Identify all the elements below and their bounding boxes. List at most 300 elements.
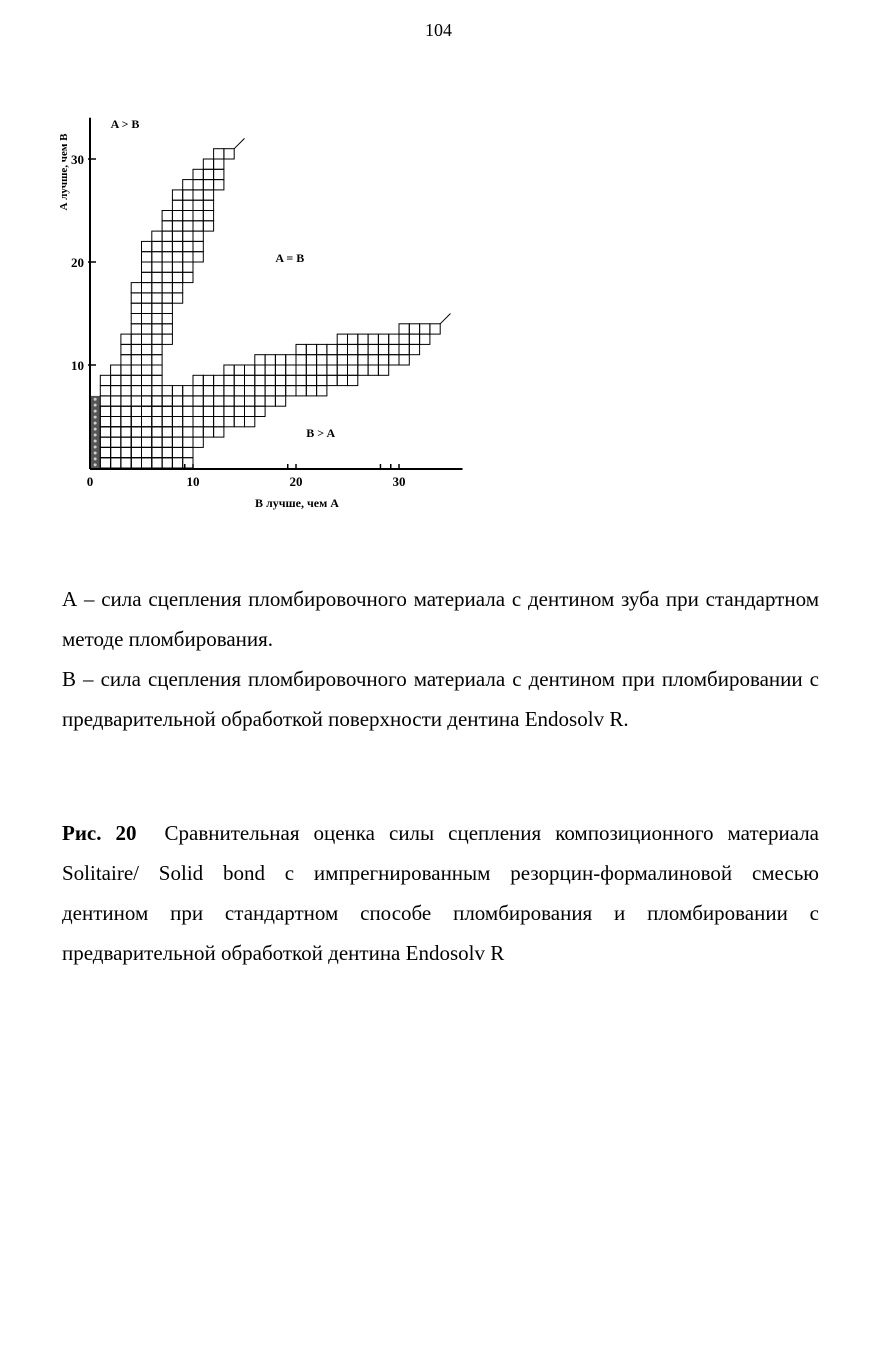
upper-band-cell [100, 417, 110, 427]
upper-band-cell [152, 293, 162, 303]
upper-band-cell [111, 365, 121, 375]
lower-band-cell [389, 334, 399, 344]
sign-test-chart [40, 100, 480, 520]
lower-band-cell [131, 417, 141, 427]
upper-band-cell [131, 447, 141, 457]
upper-band-cell [131, 417, 141, 427]
page-number: 104 [425, 20, 452, 40]
lower-band-cell [203, 427, 213, 437]
upper-band-cell [162, 262, 172, 272]
shaded-dot [94, 410, 97, 413]
upper-band-cell [193, 221, 203, 231]
upper-band-cell [131, 406, 141, 416]
shaded-dot [94, 451, 97, 454]
lower-band-cell [183, 406, 193, 416]
upper-band-cell [224, 149, 234, 159]
upper-band-cell [162, 324, 172, 334]
upper-band-cell [100, 375, 110, 385]
lower-band-cell [378, 365, 388, 375]
lower-band-cell [183, 396, 193, 406]
lower-band-cell [296, 375, 306, 385]
upper-band-cell [152, 231, 162, 241]
lower-band-cell [142, 417, 152, 427]
lower-band-cell [100, 427, 110, 437]
upper-band-cell [152, 458, 162, 468]
upper-band-cell [162, 447, 172, 457]
upper-band-cell [172, 221, 182, 231]
lower-band-cell [317, 386, 327, 396]
upper-band-cell [142, 303, 152, 313]
lower-band-cell [152, 458, 162, 468]
shaded-dot [94, 428, 97, 431]
lower-band-cell [183, 447, 193, 457]
upper-band-cell [142, 272, 152, 282]
lower-band-cell [203, 386, 213, 396]
lower-band-cell [131, 437, 141, 447]
shaded-dot [94, 416, 97, 419]
lower-band-cell [306, 386, 316, 396]
lower-band-cell [203, 396, 213, 406]
upper-band-cell [172, 262, 182, 272]
upper-band-cell [162, 437, 172, 447]
lower-band-cell [172, 447, 182, 457]
lower-band-cell [121, 406, 131, 416]
upper-band-cell [193, 180, 203, 190]
lower-band-cell [327, 365, 337, 375]
upper-band-cell [152, 365, 162, 375]
upper-band-cell [152, 406, 162, 416]
lower-band-cell [203, 406, 213, 416]
lower-band-cell [306, 375, 316, 385]
upper-band-cell [152, 447, 162, 457]
lower-band-cell [214, 386, 224, 396]
upper-band-cell [142, 344, 152, 354]
lower-band-cell [409, 334, 419, 344]
lower-band-cell [142, 406, 152, 416]
lower-band-cell [348, 365, 358, 375]
upper-band-cell [183, 231, 193, 241]
upper-band-cell [131, 344, 141, 354]
region-label: A = B [275, 251, 305, 265]
upper-band-cell [162, 252, 172, 262]
upper-band-cell [142, 458, 152, 468]
upper-band-cell [152, 334, 162, 344]
upper-band-cell [152, 396, 162, 406]
lower-band-cell [142, 427, 152, 437]
upper-band-cell [203, 169, 213, 179]
upper-band-cell [162, 396, 172, 406]
lower-band-cell [255, 365, 265, 375]
lower-band-cell [100, 458, 110, 468]
upper-band-cell [193, 252, 203, 262]
upper-band-cell [142, 355, 152, 365]
upper-band-cell [193, 200, 203, 210]
upper-band-cell [152, 314, 162, 324]
lower-band-cell [172, 406, 182, 416]
upper-band-cell [111, 386, 121, 396]
upper-band-cell [121, 386, 131, 396]
upper-band-cell [111, 458, 121, 468]
upper-band-cell [121, 417, 131, 427]
lower-band-cell [152, 427, 162, 437]
lower-band-cell [245, 386, 255, 396]
upper-band-cell [131, 427, 141, 437]
lower-band-cell [214, 406, 224, 416]
lower-band-cell [430, 324, 440, 334]
upper-band-cell [142, 406, 152, 416]
upper-band-cell [152, 344, 162, 354]
upper-band-tail [234, 138, 244, 148]
upper-band-cell [142, 365, 152, 375]
lower-band-cell [306, 344, 316, 354]
lower-band-cell [214, 375, 224, 385]
upper-band-cell [183, 252, 193, 262]
lower-band-cell [368, 334, 378, 344]
lower-band-cell [420, 324, 430, 334]
lower-band-cell [337, 365, 347, 375]
lower-band-cell [152, 437, 162, 447]
lower-band-cell [183, 427, 193, 437]
upper-band-cell [193, 211, 203, 221]
lower-band-cell [368, 355, 378, 365]
upper-band-cell [162, 241, 172, 251]
lower-band-cell [358, 334, 368, 344]
lower-band-cell [152, 447, 162, 457]
lower-band-cell [255, 406, 265, 416]
lower-band-cell [224, 386, 234, 396]
lower-band-cell [100, 406, 110, 416]
upper-band-cell [131, 396, 141, 406]
upper-band-cell [162, 427, 172, 437]
lower-band-cell [111, 417, 121, 427]
lower-band-cell [378, 344, 388, 354]
lower-band-cell [183, 417, 193, 427]
lower-band-cell [142, 447, 152, 457]
upper-band-cell [203, 211, 213, 221]
upper-band-cell [214, 180, 224, 190]
lower-band-cell [162, 386, 172, 396]
upper-band-cell [121, 355, 131, 365]
lower-band-cell [348, 344, 358, 354]
upper-band-cell [111, 427, 121, 437]
upper-band-cell [142, 324, 152, 334]
lower-band-cell [358, 355, 368, 365]
upper-band-cell [100, 406, 110, 416]
lower-band-cell [337, 334, 347, 344]
upper-band-cell [162, 293, 172, 303]
upper-band-cell [193, 169, 203, 179]
lower-band-cell [111, 458, 121, 468]
lower-band-cell [337, 355, 347, 365]
upper-band-cell [162, 211, 172, 221]
lower-band-cell [224, 406, 234, 416]
upper-band-cell [131, 365, 141, 375]
lower-band-cell [234, 386, 244, 396]
lower-band-cell [399, 344, 409, 354]
upper-band-cell [152, 241, 162, 251]
upper-band-cell [142, 447, 152, 457]
upper-band-cell [203, 180, 213, 190]
upper-band-cell [131, 355, 141, 365]
upper-band-cell [183, 241, 193, 251]
upper-band-cell [152, 417, 162, 427]
lower-band-cell [162, 417, 172, 427]
x-axis-label: В лучше, чем А [255, 496, 339, 510]
lower-band-cell [275, 386, 285, 396]
lower-band-cell [172, 437, 182, 447]
upper-band-cell [142, 252, 152, 262]
lower-band-cell [420, 334, 430, 344]
upper-band-cell [142, 334, 152, 344]
lower-band-cell [131, 447, 141, 457]
upper-band-cell [214, 159, 224, 169]
upper-band-cell [121, 396, 131, 406]
lower-band-cell [224, 375, 234, 385]
upper-band-cell [152, 272, 162, 282]
upper-band-cell [142, 386, 152, 396]
upper-band-cell [100, 396, 110, 406]
upper-band-cell [203, 221, 213, 231]
lower-band-cell [234, 365, 244, 375]
lower-band-cell [193, 417, 203, 427]
upper-band-cell [172, 211, 182, 221]
upper-band-cell [162, 406, 172, 416]
upper-band-cell [203, 159, 213, 169]
upper-band-cell [131, 314, 141, 324]
upper-band-cell [100, 447, 110, 457]
lower-band-cell [121, 437, 131, 447]
upper-band-cell [162, 272, 172, 282]
lower-band-cell [348, 334, 358, 344]
upper-band-cell [183, 200, 193, 210]
lower-band-cell [183, 437, 193, 447]
upper-band-cell [111, 396, 121, 406]
upper-band-cell [172, 190, 182, 200]
figure-caption-text: Сравнительная оценка силы сцепления композиционного материала Solitaire/ Solid bond с импрегнированным резорцин-формалиновой смесью дентином при стандартном способе пломбирования и пломбировании с предварительной обработкой дентина Endosolv R [62, 821, 819, 965]
upper-band-cell [162, 458, 172, 468]
lower-band-tail [440, 314, 450, 324]
lower-band-cell [286, 375, 296, 385]
lower-band-cell [172, 417, 182, 427]
lower-band-cell [193, 375, 203, 385]
lower-band-cell [275, 396, 285, 406]
upper-band-cell [121, 334, 131, 344]
lower-band-cell [296, 365, 306, 375]
x-tick-label: 30 [392, 474, 406, 489]
lower-band-cell [131, 406, 141, 416]
x-tick-label: 0 [86, 474, 94, 489]
lower-band-cell [162, 458, 172, 468]
lower-band-cell [378, 334, 388, 344]
upper-band-cell [162, 417, 172, 427]
lower-band-cell [399, 355, 409, 365]
region-label: B > A [306, 426, 336, 441]
lower-band-cell [193, 427, 203, 437]
upper-band-cell [214, 149, 224, 159]
upper-band-cell [162, 303, 172, 313]
upper-band-cell [111, 437, 121, 447]
upper-band-cell [111, 406, 121, 416]
lower-band-cell [275, 355, 285, 365]
lower-band-cell [378, 355, 388, 365]
lower-band-cell [327, 375, 337, 385]
upper-band-cell [152, 324, 162, 334]
lower-band-cell [245, 396, 255, 406]
lower-band-cell [214, 427, 224, 437]
upper-band-cell [111, 417, 121, 427]
upper-band-cell [100, 427, 110, 437]
lower-band-cell [296, 355, 306, 365]
lower-band-cell [121, 417, 131, 427]
lower-band-cell [100, 447, 110, 457]
lower-band-cell [193, 396, 203, 406]
upper-band-cell [131, 437, 141, 447]
lower-band-cell [172, 427, 182, 437]
lower-band-cell [203, 417, 213, 427]
upper-band-cell [172, 231, 182, 241]
lower-band-cell [224, 365, 234, 375]
upper-band-cell [152, 262, 162, 272]
lower-band-cell [296, 386, 306, 396]
region-label: A > B [110, 117, 140, 132]
lower-band-cell [193, 406, 203, 416]
upper-band-cell [172, 272, 182, 282]
lower-band-cell [317, 355, 327, 365]
lower-band-cell [111, 437, 121, 447]
lower-band-cell [142, 437, 152, 447]
lower-band-cell [162, 437, 172, 447]
lower-band-cell [142, 396, 152, 406]
upper-band-cell [152, 437, 162, 447]
upper-band-cell [121, 365, 131, 375]
upper-band-cell [142, 417, 152, 427]
upper-band-cell [172, 241, 182, 251]
upper-band-cell [142, 396, 152, 406]
upper-band-cell [162, 334, 172, 344]
lower-band-cell [162, 396, 172, 406]
lower-band-cell [348, 355, 358, 365]
lower-band-cell [265, 375, 275, 385]
lower-band-cell [152, 417, 162, 427]
lower-band-cell [327, 344, 337, 354]
upper-band-cell [162, 231, 172, 241]
upper-band-cell [131, 386, 141, 396]
upper-band-cell [203, 190, 213, 200]
upper-band-cell [152, 303, 162, 313]
upper-band-cell [100, 437, 110, 447]
shaded-dot [94, 457, 97, 460]
upper-band-cell [121, 375, 131, 385]
lower-band-cell [245, 365, 255, 375]
lower-band-cell [245, 417, 255, 427]
upper-band-cell [142, 293, 152, 303]
shaded-dot [94, 434, 97, 437]
upper-band-cell [162, 314, 172, 324]
lower-band-cell [111, 427, 121, 437]
upper-band-cell [193, 231, 203, 241]
lower-band-cell [152, 406, 162, 416]
upper-band-cell [142, 283, 152, 293]
upper-band-cell [162, 221, 172, 231]
lower-band-cell [111, 406, 121, 416]
upper-band-cell [172, 293, 182, 303]
upper-band-cell [131, 375, 141, 385]
lower-band-cell [296, 344, 306, 354]
lower-band-cell [265, 355, 275, 365]
lower-band-cell [286, 365, 296, 375]
upper-band-cell [142, 314, 152, 324]
lower-band-cell [172, 458, 182, 468]
lower-band-cell [306, 355, 316, 365]
lower-band-cell [172, 396, 182, 406]
upper-band-cell [152, 427, 162, 437]
figure-caption [62, 813, 819, 973]
upper-band-cell [193, 190, 203, 200]
lower-band-cell [245, 406, 255, 416]
upper-band-cell [172, 200, 182, 210]
upper-band-cell [131, 303, 141, 313]
upper-band-cell [183, 180, 193, 190]
y-tick-label: 30 [71, 152, 84, 167]
upper-band-cell [121, 437, 131, 447]
lower-band-cell [245, 375, 255, 385]
shaded-dot [94, 422, 97, 425]
upper-band-cell [152, 252, 162, 262]
lower-band-cell [255, 375, 265, 385]
lower-band-cell [193, 386, 203, 396]
lower-band-cell [286, 355, 296, 365]
lower-band-cell [286, 386, 296, 396]
upper-band-cell [172, 283, 182, 293]
lower-band-cell [337, 375, 347, 385]
y-tick-label: 20 [71, 255, 84, 270]
upper-band-cell [193, 241, 203, 251]
shaded-dot [94, 440, 97, 443]
upper-band-cell [131, 458, 141, 468]
upper-band-cell [162, 283, 172, 293]
upper-band-cell [142, 427, 152, 437]
upper-band-cell [183, 272, 193, 282]
lower-band-cell [152, 396, 162, 406]
upper-band-cell [183, 221, 193, 231]
lower-band-cell [275, 375, 285, 385]
lower-band-cell [131, 427, 141, 437]
upper-band-cell [214, 169, 224, 179]
y-tick-label: 10 [71, 358, 84, 373]
upper-band-cell [152, 283, 162, 293]
upper-band-cell [131, 293, 141, 303]
x-tick-label: 10 [186, 474, 200, 489]
upper-band-cell [183, 190, 193, 200]
upper-band-cell [152, 355, 162, 365]
lower-band-cell [306, 365, 316, 375]
x-tick-label: 20 [289, 474, 303, 489]
upper-band-cell [111, 375, 121, 385]
lower-band-cell [399, 324, 409, 334]
lower-band-cell [234, 396, 244, 406]
lower-band-cell [368, 365, 378, 375]
lower-band-cell [234, 375, 244, 385]
lower-band-cell [409, 324, 419, 334]
definition-a-text: А – сила сцепления пломбировочного материала с дентином зуба при стандартном методе пломбирования. [62, 587, 819, 651]
lower-band-cell [317, 375, 327, 385]
lower-band-cell [234, 406, 244, 416]
upper-band-cell [142, 375, 152, 385]
shaded-dot [94, 404, 97, 407]
lower-band-cell [142, 458, 152, 468]
lower-band-cell [337, 344, 347, 354]
upper-band-cell [131, 324, 141, 334]
